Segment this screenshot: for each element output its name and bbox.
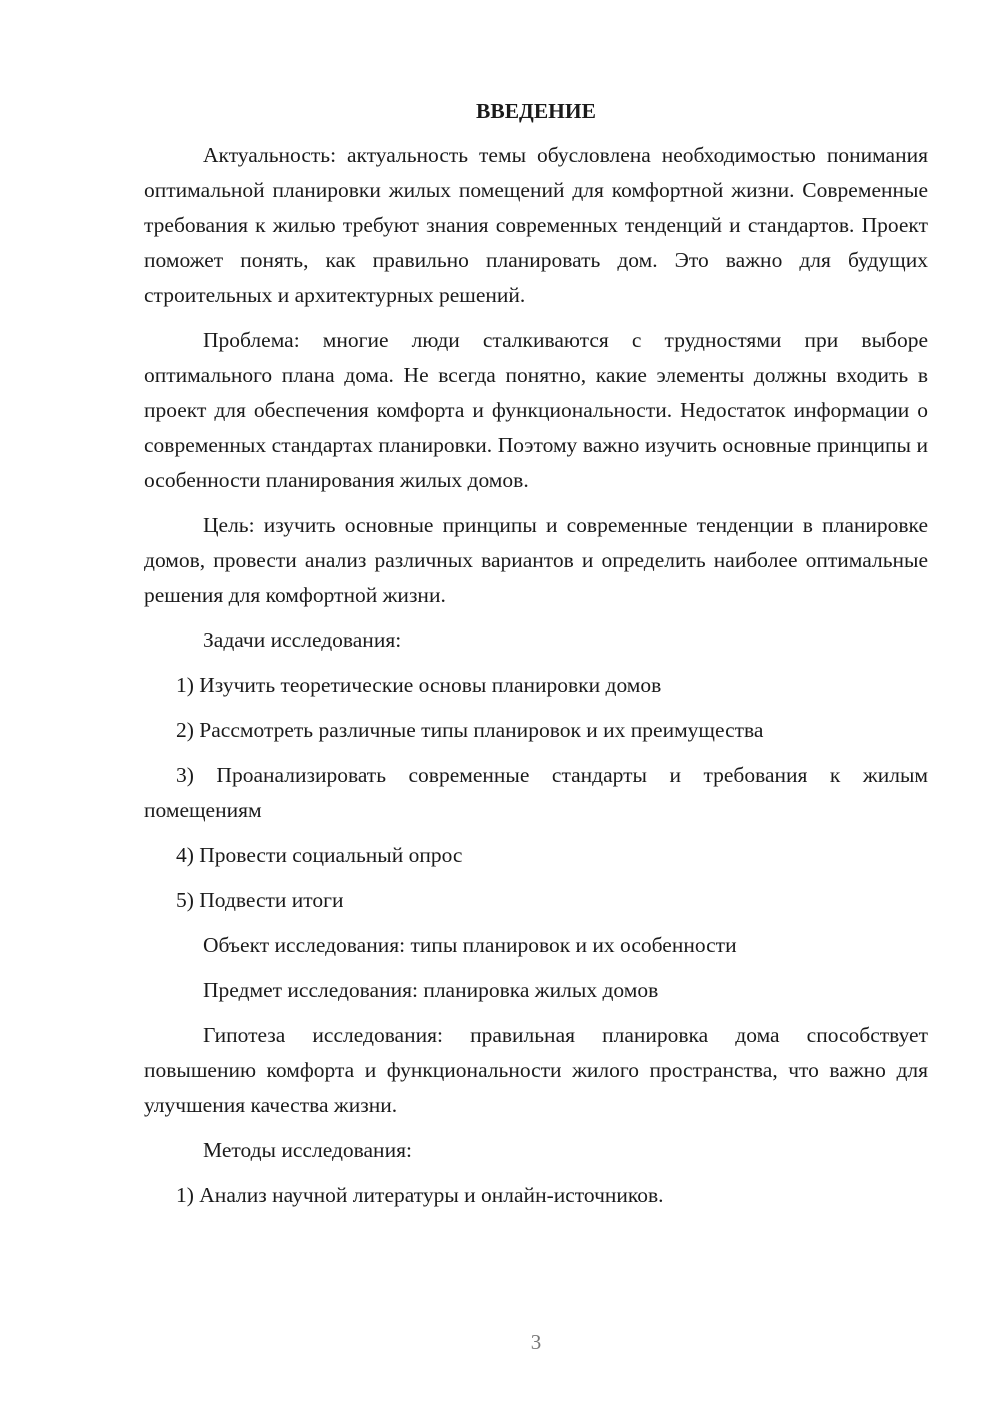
methods-heading: Методы исследования: — [203, 1138, 412, 1162]
page-number: 3 — [530, 1330, 542, 1354]
subject-paragraph: Предмет исследования: планировка жилых домов — [203, 978, 659, 1002]
object-paragraph: Объект исследования: типы планировок и их особенности — [203, 933, 737, 957]
task-item: 3) Проанализировать современные стандарты и требования к жилым помещениям — [144, 763, 928, 822]
goal-paragraph: Цель: изучить основные принципы и современные тенденции в планировке домов, провести анализ различных вариантов и определить наиболее оптимальные решения для комфортной жизни. — [144, 513, 928, 607]
hypothesis-paragraph: Гипотеза исследования: правильная планировка дома способствует повышению комфорта и функциональности жилого пространства, что важно для улучшения качества жизни. — [144, 1023, 928, 1117]
method-item: 1) Анализ научной литературы и онлайн-источников. — [176, 1183, 664, 1207]
relevance-paragraph: Актуальность: актуальность темы обусловлена необходимостью понимания оптимальной планировки жилых помещений для комфортной жизни. Современные требования к жилью требуют знания современных тенденций и стандартов. Проект поможет понять, как правильно планировать дом. Это важно для будущих строительных и архитектурных решений. — [144, 143, 928, 307]
task-item: 5) Подвести итоги — [176, 888, 344, 912]
section-heading: ВВЕДЕНИЕ — [476, 99, 596, 123]
task-item: 4) Провести социальный опрос — [176, 843, 463, 867]
task-item: 2) Рассмотреть различные типы планировок и их преимущества — [176, 718, 764, 742]
task-item: 1) Изучить теоретические основы планировки домов — [176, 673, 662, 697]
problem-paragraph: Проблема: многие люди сталкиваются с трудностями при выборе оптимального плана дома. Не всегда понятно, какие элементы должны входить в проект для обеспечения комфорта и функциональности. Недостаток информации о современных стандартах планировки. Поэтому важно изучить основные принципы и особенности планирования жилых домов. — [144, 328, 928, 492]
page-content — [144, 94, 928, 1223]
tasks-heading: Задачи исследования: — [203, 628, 402, 652]
